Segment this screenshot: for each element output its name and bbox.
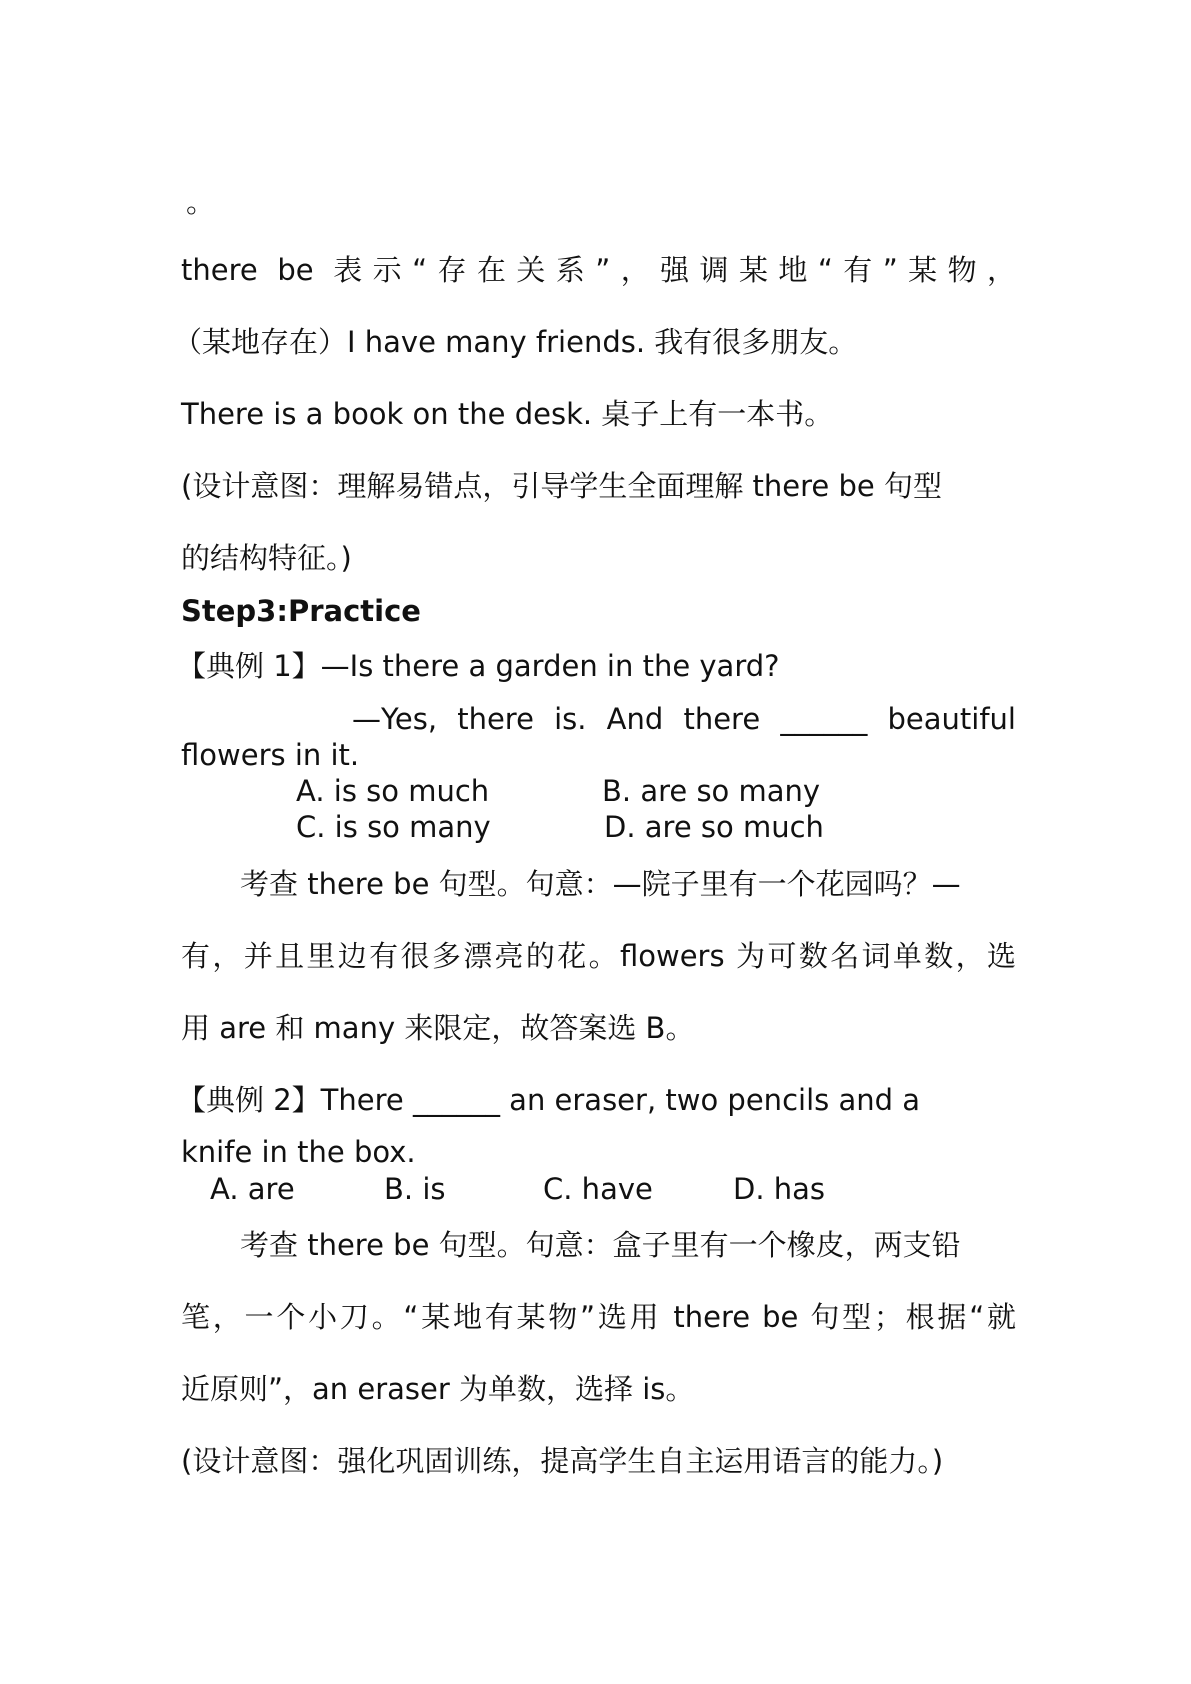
- explanation-line: 考查 there be 句型。句意：—院子里有一个花园吗？—: [240, 867, 961, 901]
- q2-option-b: B. is: [384, 1172, 446, 1206]
- q2-option-c: C. have: [543, 1172, 653, 1206]
- text-line: 的结构特征。): [181, 541, 352, 575]
- text-line: 。: [186, 185, 216, 219]
- text-line: （某地存在）I have many friends. 我有很多朋友。: [173, 325, 858, 359]
- q1-option-c: C. is so many: [296, 810, 491, 844]
- q1-option-b: B. are so many: [602, 774, 821, 808]
- text-line: (设计意图：强化巩固训练，提高学生自主运用语言的能力。): [181, 1444, 944, 1478]
- section-heading: Step3:Practice: [181, 594, 421, 628]
- q2-option-d: D. has: [733, 1172, 826, 1206]
- explanation-line: 用 are 和 many 来限定，故答案选 B。: [181, 1011, 695, 1045]
- explanation-line: 有，并且里边有很多漂亮的花。flowers 为可数名词单数，选: [181, 939, 1016, 973]
- explanation-line: 近原则”，an eraser 为单数，选择 is。: [181, 1372, 695, 1406]
- text-line: flowers in it.: [181, 738, 360, 772]
- text-line: (设计意图：理解易错点，引导学生全面理解 there be 句型: [181, 469, 942, 503]
- text-line: There is a book on the desk. 桌子上有一本书。: [181, 397, 834, 431]
- text-line: knife in the box.: [181, 1135, 416, 1169]
- q2-option-a: A. are: [210, 1172, 295, 1206]
- explanation-line: 笔，一个小刀。“某地有某物”选用 there be 句型；根据“就: [181, 1300, 1016, 1334]
- example-1-answer-line: —Yes, there is. And there ______ beautiful: [352, 702, 1016, 736]
- text-line: there be 表示“存在关系”，强调某地“有”某物，: [181, 253, 1016, 287]
- example-2-question: 【典例 2】There ______ an eraser, two pencils and a: [177, 1083, 920, 1117]
- explanation-line: 考查 there be 句型。句意：盒子里有一个橡皮，两支铅: [240, 1228, 961, 1262]
- q1-option-a: A. is so much: [296, 774, 490, 808]
- q1-option-d: D. are so much: [604, 810, 824, 844]
- example-1-question: 【典例 1】—Is there a garden in the yard?: [177, 649, 780, 683]
